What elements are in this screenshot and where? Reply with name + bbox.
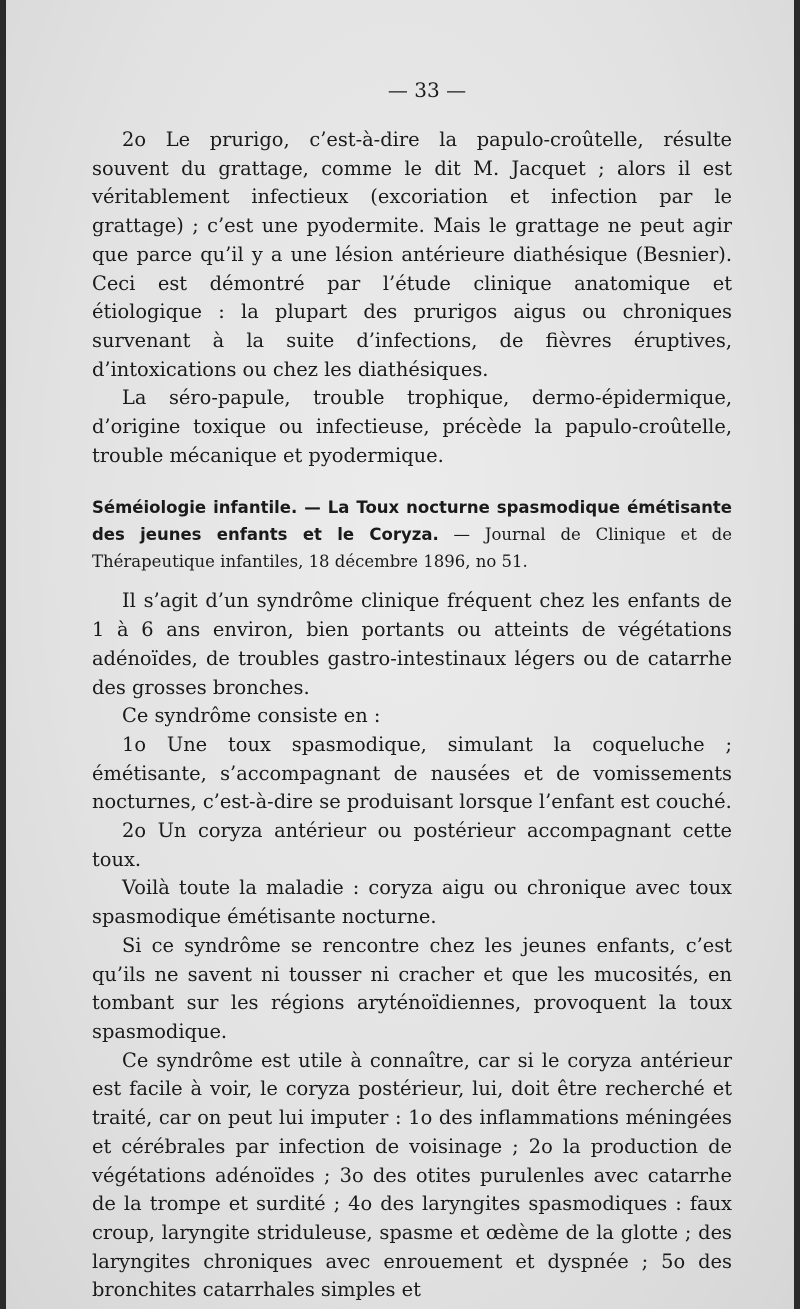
- paragraph: 1o Une toux spasmodique, simulant la coqueluche ; émétisante, s’accompagnant de nausées et de vomissements nocturnes, c’est-à-dire se produisant lorsque l’enfant est couché.: [92, 732, 732, 814]
- article-title: Séméiologie infantile. — La Toux nocturne spasmodique émétisante des jeunes enfants et le Coryza.: [92, 498, 732, 545]
- paragraph: Il s’agit d’un syndrôme clinique fréquent chez les enfants de 1 à 6 ans environ, bien portants ou atteints de végétations adénoïdes, de troubles gastro-intestinaux légers ou de catarrhe des grosses bronches.: [92, 589, 732, 699]
- paragraph: Ce syndrôme consiste en :: [122, 704, 381, 728]
- document-page: [6, 0, 794, 1309]
- paragraph: 2o Le prurigo, c’est-à-dire la papulo-croûtelle, résulte souvent du grattage, comme le dit M. Jacquet ; alors il est véritablement infectieux (excoriation et infection par le grattage) ; c’est une pyodermite. Mais le grattage ne peut agir que parce qu’il y a une lésion antérieure diathésique (Besnier). Ceci est démontré par l’étude clinique anatomique et étiologique : la plupart des prurigos aigus ou chroniques survenant à la suite d’infections, de fièvres éruptives, d’intoxications ou chez les diathésiques.: [92, 128, 732, 381]
- article-citation: — Journal de Clinique et de Thérapeutique infantiles, 18 décembre 1896, no 51.: [92, 525, 732, 572]
- paragraph: La séro-papule, trouble trophique, dermo-épidermique, d’origine toxique ou infectieuse, précède la papulo-croûtelle, trouble mécanique et pyodermique.: [92, 386, 732, 467]
- paragraph: Ce syndrôme est utile à connaître, car si le coryza antérieur est facile à voir, le coryza postérieur, lui, doit être recherché et traité, car on peut lui imputer : 1o des inflammations méningées et cérébrales par infection de voisinage ; 2o la production de végétations adénoïdes ; 3o des otites purulenles avec catarrhe de la trompe et surdité ; 4o des laryngites spasmodiques : faux croup, laryngite striduleuse, spasme et œdème de la glotte ; des laryngites chroniques avec enrouement et dyspnée ; 5o des bronchites catarrhales simples et: [92, 1048, 732, 1302]
- paragraph: Si ce syndrôme se rencontre chez les jeunes enfants, c’est qu’ils ne savent ni tousser ni cracher et que les mucosités, en tombant sur les régions aryténoïdiennes, provoquent la toux spasmodique.: [92, 933, 732, 1043]
- paragraph: Voilà toute la maladie : coryza aigu ou chronique avec toux spasmodique émétisante nocturne.: [92, 876, 732, 929]
- paragraph: 2o Un coryza antérieur ou postérieur accompagnant cette toux.: [92, 819, 732, 871]
- article-heading: [92, 494, 732, 575]
- page-number: — 33 —: [387, 78, 467, 102]
